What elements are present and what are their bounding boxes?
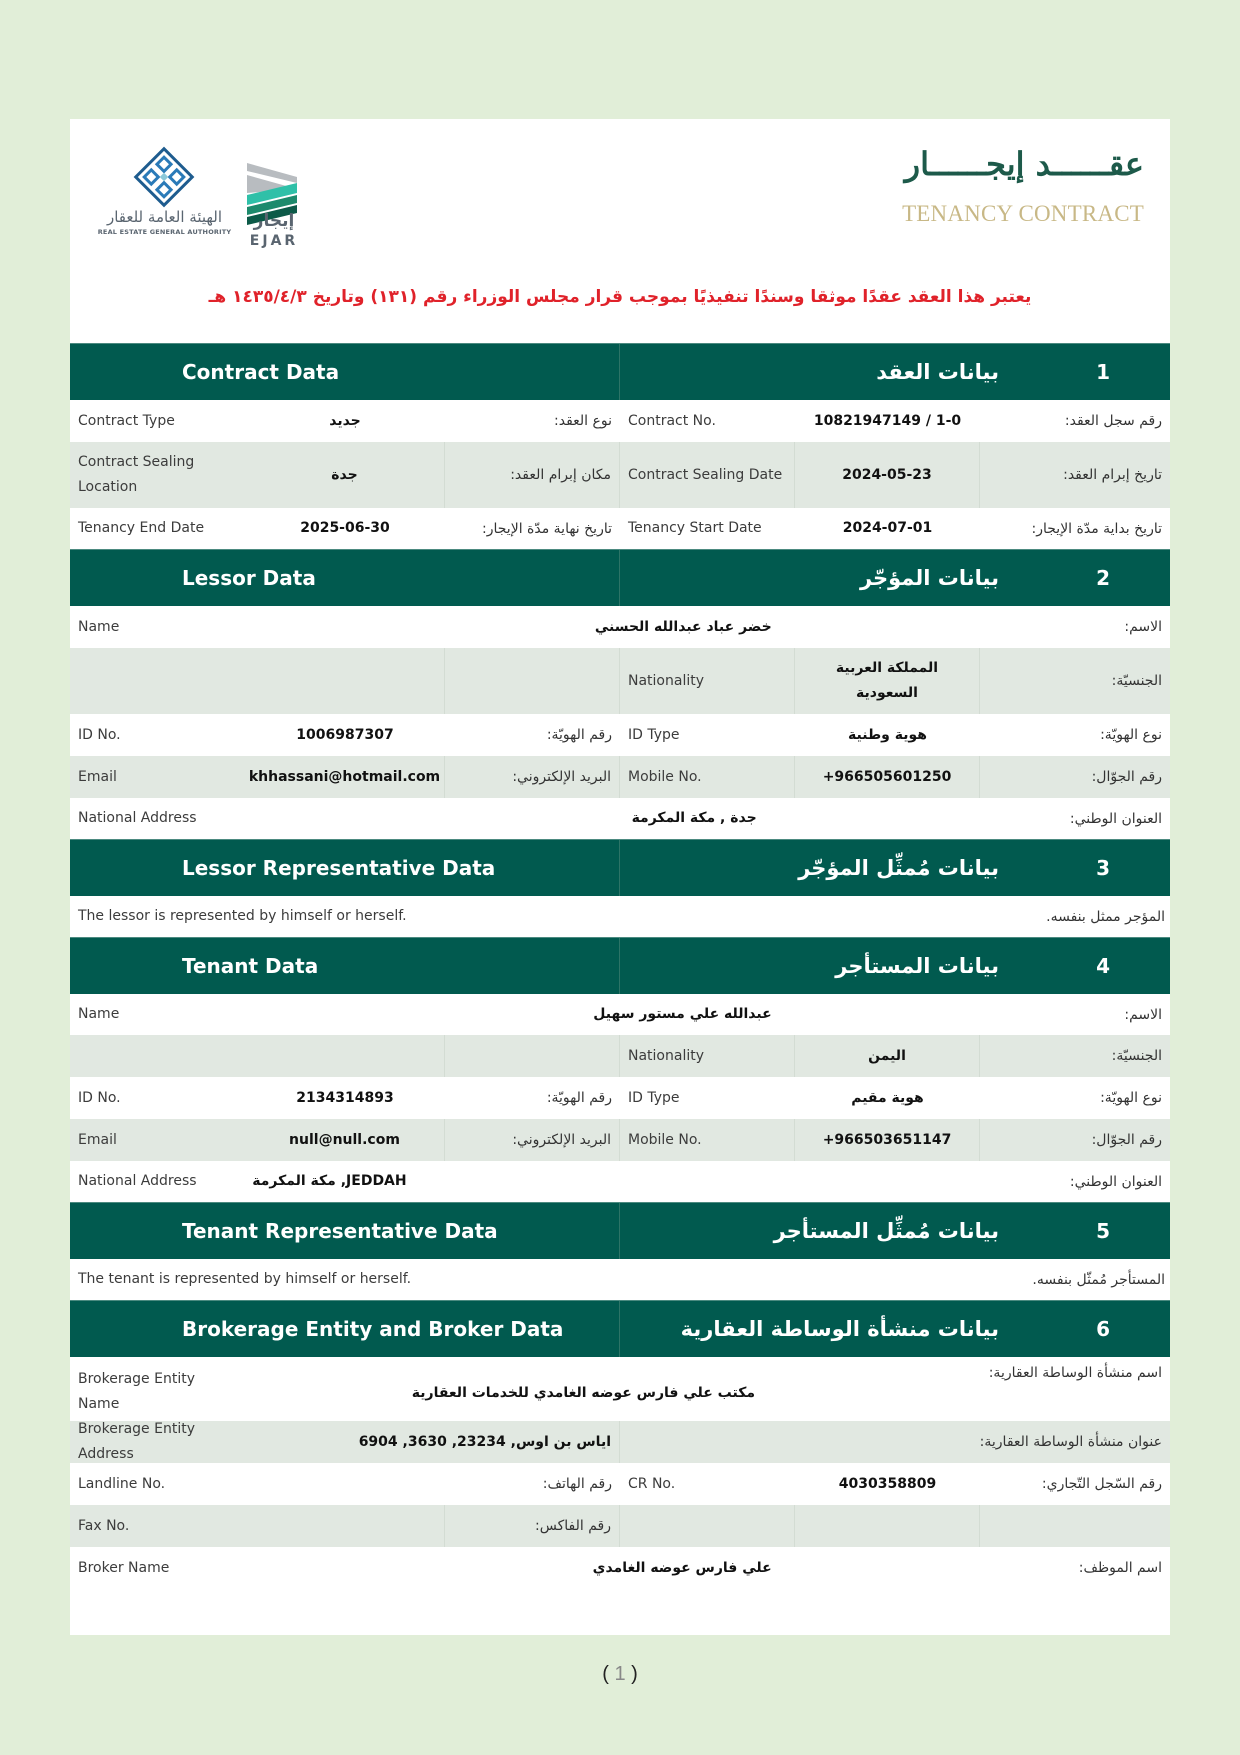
contract-page: [70, 119, 1170, 1635]
field-label-en: Broker Name: [78, 1559, 170, 1576]
field-value: المملكة العربية السعودية: [795, 648, 980, 714]
field-value: [245, 1463, 445, 1505]
table-row: [70, 1161, 1170, 1202]
field-value: جدة , مكة المكرمة: [631, 810, 757, 826]
field-label-ar: رقم الهاتف:: [542, 1476, 612, 1492]
section-title-ar: بيانات مُمثِّل المؤجّر: [798, 856, 999, 880]
section-header-contract: [70, 343, 1170, 400]
field-value: JEDDAH, مكة المكرمة: [252, 1173, 407, 1189]
field-label-en: ID Type: [628, 1089, 680, 1106]
field-value: هوية مقيم: [851, 1089, 924, 1106]
section-number: 5: [1096, 1219, 1110, 1243]
field-label-en: Nationality: [620, 648, 795, 714]
field-label-ar: رقم السّجل التّجاري:: [1041, 1476, 1162, 1492]
field-label-en: Mobile No.: [620, 1119, 795, 1161]
field-value: 2025-06-30: [300, 520, 390, 536]
field-label-ar: رقم الهويّة:: [546, 727, 612, 743]
table-row: [70, 756, 1170, 798]
section-number: 6: [1096, 1317, 1110, 1341]
section-title-en: Tenant Data: [182, 954, 319, 978]
table-row: [70, 1035, 1170, 1077]
section-number: 3: [1096, 856, 1110, 880]
field-label-en: CR No.: [628, 1475, 676, 1492]
table-row: [70, 508, 1170, 549]
field-label-ar: الجنسيّة:: [1111, 1048, 1162, 1064]
section-title-en: Lessor Data: [182, 566, 316, 590]
field-label-en: Email: [78, 768, 117, 785]
page-number: [0, 1663, 1240, 1686]
field-label-ar: تاريخ إبرام العقد:: [1063, 467, 1162, 483]
table-row: [70, 1421, 1170, 1463]
representation-text-en: The lessor is represented by himself or herself.: [78, 908, 407, 924]
field-value: 2024-07-01: [842, 520, 933, 536]
field-label-ar: رقم الجوّال:: [1091, 1132, 1162, 1148]
field-value: علي فارس عوضه الغامدي: [592, 1559, 772, 1576]
field-label-en: Mobile No.: [620, 756, 795, 798]
field-label-en: Email: [78, 1131, 117, 1148]
field-label-ar: اسم منشأة الوساطة العقارية:: [988, 1365, 1162, 1381]
section-title-ar: بيانات مُمثِّل المستأجر: [773, 1219, 999, 1243]
section-header-lessor: [70, 549, 1170, 606]
section-header-lessor-representative: [70, 839, 1170, 896]
field-label-ar: اسم الموظف:: [1078, 1560, 1162, 1576]
field-value: جديد: [329, 412, 361, 429]
field-value: اليمن: [795, 1035, 980, 1077]
section-title-ar: بيانات المؤجّر: [859, 566, 999, 590]
field-label-ar: الاسم:: [1124, 619, 1162, 635]
field-label-ar: نوع العقد:: [554, 413, 612, 429]
field-value: 10821947149 / 1-0: [813, 412, 962, 429]
field-value: 1006987307: [296, 726, 394, 743]
field-value: عبدالله علي مستور سهيل: [593, 1006, 772, 1022]
field-label-ar: رقم سجل العقد:: [1064, 413, 1162, 429]
table-row: [70, 1119, 1170, 1161]
title-english: TENANCY CONTRACT: [902, 201, 1144, 226]
field-label-ar: مكان إبرام العقد:: [445, 442, 620, 508]
field-label-ar: البريد الإلكتروني:: [445, 1119, 620, 1161]
table-row: [70, 714, 1170, 756]
field-label-ar: نوع الهويّة:: [1100, 727, 1162, 743]
field-label-en: Contract Sealing Location: [78, 454, 195, 495]
field-value: اياس بن اوس, 23234, 3630, 6904: [245, 1421, 620, 1463]
field-label-en: Contract Sealing Date: [620, 442, 795, 508]
logos: [92, 141, 322, 261]
table-row: [70, 400, 1170, 442]
ejar-english-name: EJAR: [249, 233, 299, 249]
rega-arabic-name: الهيئة العامة للعقار: [106, 208, 223, 226]
field-label-en: Nationality: [620, 1035, 795, 1077]
field-label-ar: الجنسيّة:: [1111, 673, 1162, 689]
rega-english-name: REAL ESTATE GENERAL AUTHORITY: [97, 228, 232, 236]
document-header: [70, 119, 1170, 343]
table-row: [70, 648, 1170, 714]
field-label-en: Tenancy End Date: [78, 520, 205, 536]
field-value: 2024-05-23: [795, 442, 980, 508]
legal-notice: يعتبر هذا العقد عقدًا موثقا وسندًا تنفيذيًا بموجب قرار مجلس الوزراء رقم (١٣١) وتاريخ ١٤٣٥/٤/٣ هـ: [208, 287, 1032, 307]
field-label-en: Name: [78, 618, 120, 635]
table-row: [70, 1259, 1170, 1300]
field-label-en: Contract No.: [628, 412, 716, 429]
field-label-en: Brokerage Entity Name: [78, 1371, 195, 1412]
field-label-en: National Address: [78, 1173, 197, 1189]
field-value: هوية وطنية: [848, 726, 927, 743]
field-value: khhassani@hotmail.com: [245, 756, 445, 798]
field-label-en: ID No.: [78, 726, 121, 743]
section-title-ar: بيانات العقد: [876, 360, 999, 384]
section-title-en: Contract Data: [182, 360, 340, 384]
field-value: null@null.com: [245, 1119, 445, 1161]
table-row: [70, 1547, 1170, 1589]
field-label-en: National Address: [78, 810, 197, 826]
section-number: 4: [1096, 954, 1110, 978]
representation-text-ar: المستأجر مُمثّل بنفسه.: [1032, 1271, 1165, 1288]
section-title-en: Brokerage Entity and Broker Data: [182, 1317, 564, 1341]
field-label-en: Fax No.: [78, 1517, 130, 1534]
field-label-ar: رقم الجوّال:: [1091, 769, 1162, 785]
table-row: [70, 896, 1170, 937]
table-row: [70, 1077, 1170, 1119]
table-row: [70, 1463, 1170, 1505]
section-number: 1: [1096, 360, 1110, 384]
section-title-ar: بيانات منشأة الوساطة العقارية: [680, 1317, 999, 1341]
field-label-en: Contract Type: [78, 412, 175, 429]
field-label-en: Landline No.: [78, 1475, 166, 1492]
section-title-en: Tenant Representative Data: [182, 1219, 498, 1243]
field-label-en: ID Type: [628, 726, 680, 743]
representation-text-ar: المؤجر ممثل بنفسه.: [1046, 908, 1165, 925]
field-label-ar: تاريخ نهاية مدّة الإيجار:: [482, 520, 612, 537]
field-value: 4030358809: [838, 1475, 937, 1492]
field-label-ar: عنوان منشأة الوساطة العقارية:: [979, 1434, 1162, 1450]
field-value: [245, 1505, 445, 1547]
field-value: مكتب علي فارس عوضه الغامدي للخدمات العقارية: [411, 1384, 755, 1401]
field-label-ar: العنوان الوطني:: [1069, 810, 1162, 827]
table-row: [70, 798, 1170, 839]
ejar-arabic-name: إيجار: [253, 211, 295, 231]
field-value: خضر عباد عبدالله الحسني: [594, 618, 772, 635]
page-number-close: ): [631, 1663, 638, 1685]
table-row: [70, 994, 1170, 1035]
page-number-open: (: [602, 1663, 609, 1685]
field-label-ar: رقم الهويّة:: [546, 1090, 612, 1106]
table-row: [70, 606, 1170, 648]
field-label-en: Brokerage Entity Address: [78, 1421, 195, 1462]
field-label-en: ID No.: [78, 1089, 121, 1106]
section-header-tenant: [70, 937, 1170, 994]
title-arabic: عقــــــد إيجــــــار: [904, 145, 1144, 183]
table-row: [70, 1505, 1170, 1547]
field-value: جدة: [245, 442, 445, 508]
field-label-ar: العنوان الوطني:: [1069, 1173, 1162, 1190]
field-label-en: Name: [78, 1006, 120, 1022]
representation-text-en: The tenant is represented by himself or herself.: [78, 1271, 412, 1287]
field-value: +966505601250: [795, 756, 980, 798]
section-header-tenant-representative: [70, 1202, 1170, 1259]
field-label-ar: نوع الهويّة:: [1100, 1090, 1162, 1106]
section-title-ar: بيانات المستأجر: [835, 954, 999, 978]
section-title-en: Lessor Representative Data: [182, 856, 496, 880]
section-header-brokerage: [70, 1300, 1170, 1357]
rega-logo-icon: [92, 141, 242, 241]
section-number: 2: [1096, 566, 1110, 590]
field-value: 2134314893: [296, 1089, 394, 1106]
table-row: [70, 1357, 1170, 1421]
page-number-value: 1: [614, 1663, 626, 1685]
field-label-ar: رقم الفاكس:: [445, 1505, 620, 1547]
field-label-ar: البريد الإلكتروني:: [445, 756, 620, 798]
field-label-ar: الاسم:: [1124, 1006, 1162, 1023]
table-row: [70, 442, 1170, 508]
field-value: +966503651147: [795, 1119, 980, 1161]
field-label-en: Tenancy Start Date: [628, 520, 762, 536]
field-label-ar: تاريخ بداية مدّة الإيجار:: [1031, 520, 1162, 537]
